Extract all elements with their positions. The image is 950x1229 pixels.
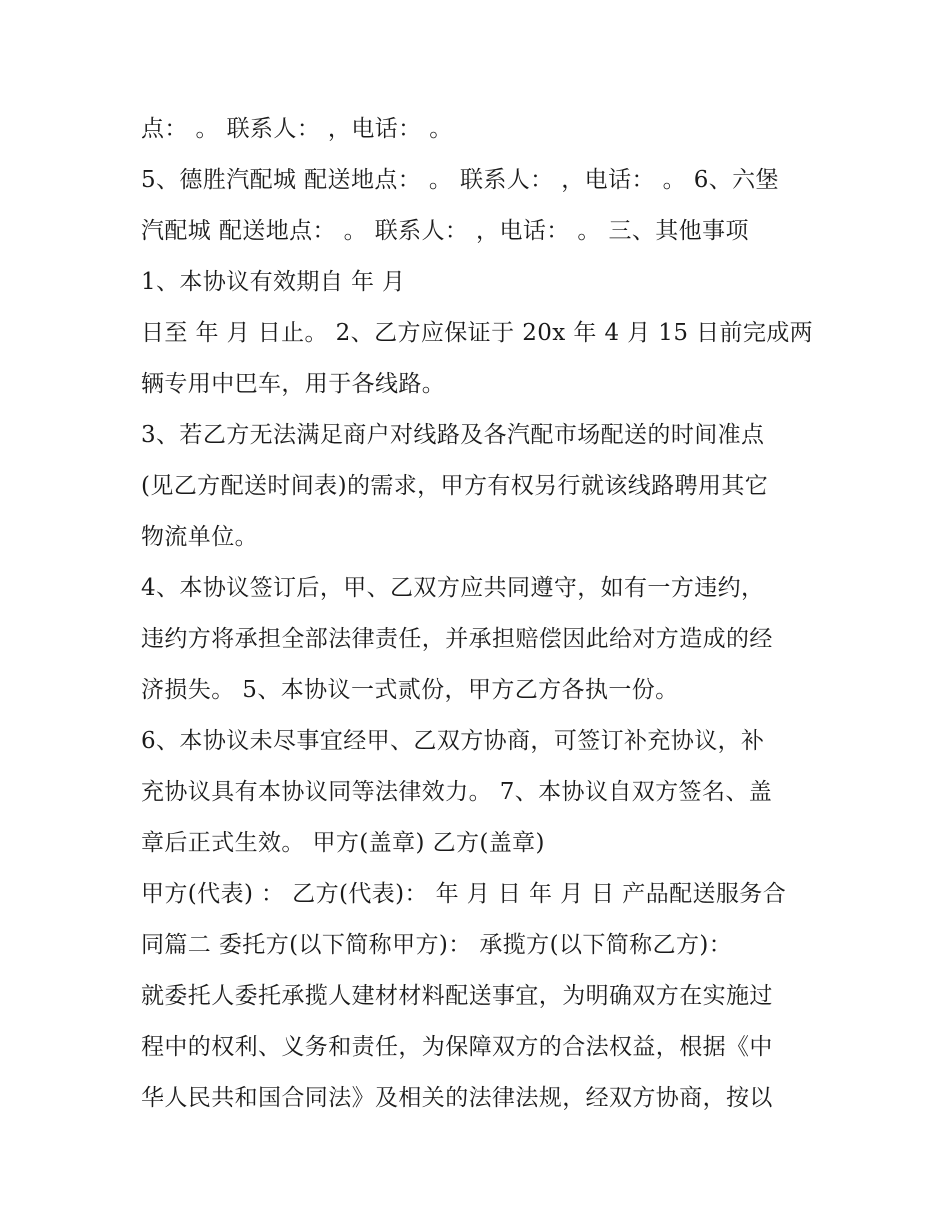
text-line-4: 1、本协议有效期自 年 月 xyxy=(141,269,406,295)
text-line-1: 点： 。 联系人： ，电话： 。 xyxy=(141,116,453,142)
text-line-2: 5、德胜汽配城 配送地点： 。 联系人： ，电话： 。 6、六堡 xyxy=(141,167,779,193)
text-line-10: 4、本协议签订后，甲、乙双方应共同遵守，如有一方违约， xyxy=(141,575,765,601)
text-line-8: (见乙方配送时间表)的需求，甲方有权另行就该线路聘用其它 xyxy=(141,473,769,499)
text-line-5: 日至 年 月 日止。 2、乙方应保证于 20x 年 4 月 15 日前完成两 xyxy=(141,320,814,346)
text-line-19: 程中的权利、义务和责任，为保障双方的合法权益，根据《中 xyxy=(141,1034,773,1060)
text-line-7: 3、若乙方无法满足商户对线路及各汽配市场配送的时间准点 xyxy=(141,422,765,448)
text-line-15: 章后正式生效。 甲方(盖章) 乙方(盖章) xyxy=(141,830,545,856)
text-line-6: 辆专用中巴车，用于各线路。 xyxy=(141,371,446,397)
text-line-3: 汽配城 配送地点： 。 联系人： ，电话： 。 三、其他事项 xyxy=(141,218,749,244)
text-line-13: 6、本协议未尽事宜经甲、乙双方协商，可签订补充协议，补 xyxy=(141,728,765,754)
text-line-20: 华人民共和国合同法》及相关的法律法规，经双方协商，按以 xyxy=(141,1085,773,1111)
text-line-17: 同篇二 委托方(以下简称甲方)： 承揽方(以下简称乙方)： xyxy=(141,932,733,958)
text-line-14: 充协议具有本协议同等法律效力。 7、本协议自双方签名、盖 xyxy=(141,779,773,805)
text-line-11: 违约方将承担全部法律责任，并承担赔偿因此给对方造成的经 xyxy=(141,626,773,652)
text-line-12: 济损失。 5、本协议一式贰份，甲方乙方各执一份。 xyxy=(141,677,679,703)
text-line-9: 物流单位。 xyxy=(141,524,258,550)
text-line-16: 甲方(代表) ： 乙方(代表)： 年 月 日 年 月 日 产品配送服务合 xyxy=(141,881,787,907)
contract-text-body xyxy=(141,104,821,1124)
text-line-18: 就委托人委托承揽人建材材料配送事宜，为明确双方在实施过 xyxy=(141,983,773,1009)
